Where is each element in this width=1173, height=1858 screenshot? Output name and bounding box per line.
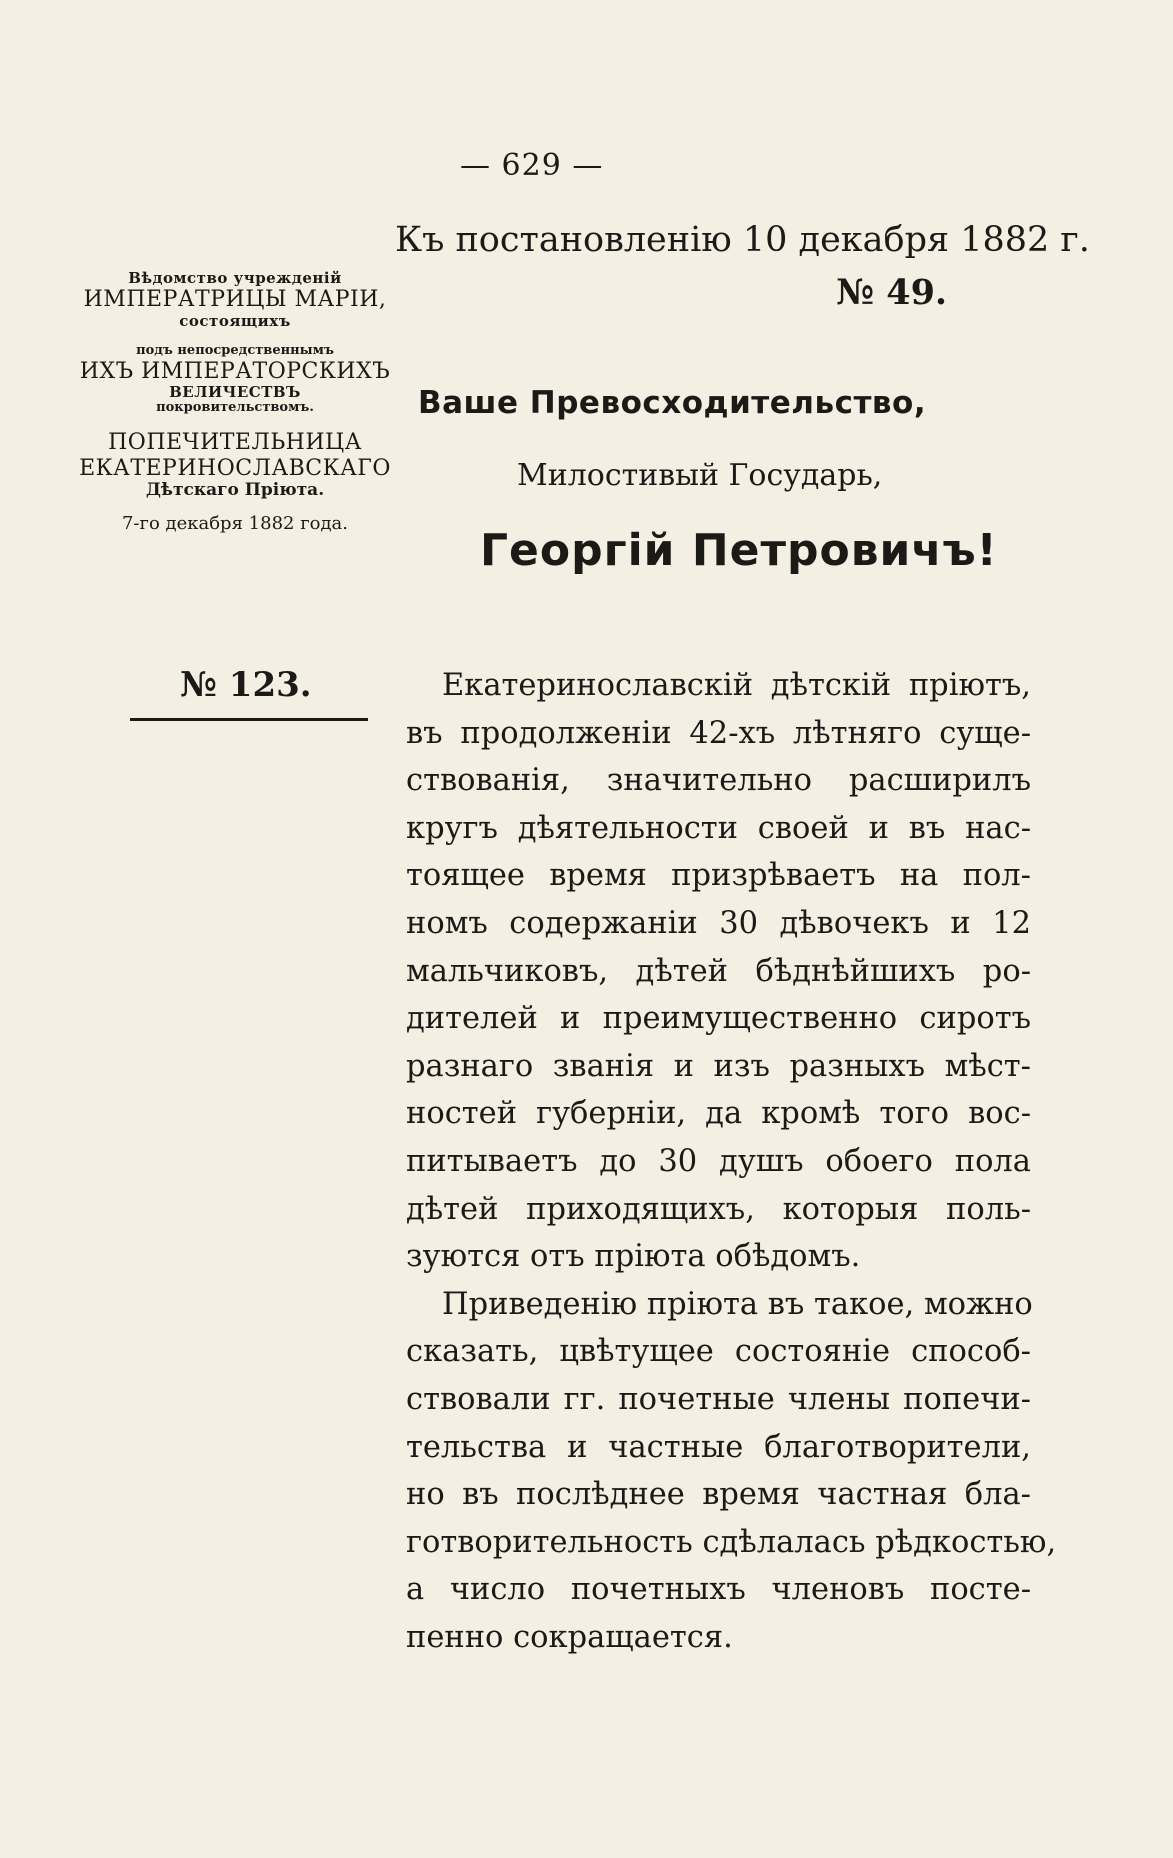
letterhead-line: ИХЪ ИМПЕРАТОРСКИХЪ xyxy=(79,358,391,384)
addressee-name: Георгій Петровичъ! xyxy=(480,525,998,576)
body-line: дѣтей приходящихъ, которыя поль- xyxy=(406,1191,1031,1227)
body-line: ностей губерніи, да кромѣ того вос- xyxy=(406,1096,1031,1132)
letterhead xyxy=(70,270,400,535)
document-number: № 49. xyxy=(836,272,948,313)
body-line: кругъ дѣятельности своей и въ нас- xyxy=(406,810,1031,846)
divider-rule xyxy=(130,718,368,721)
body-line: но въ послѣднее время частная бла- xyxy=(406,1477,1031,1513)
body-line: сказать, цвѣтущее состояніе способ- xyxy=(406,1334,1031,1370)
body-line: пенно сокращается. xyxy=(406,1619,733,1655)
outgoing-number: № 123. xyxy=(180,665,312,705)
body-line: Приведенію пріюта въ такое, можно xyxy=(442,1286,1033,1322)
letterhead-line: ВЕЛИЧЕСТВЪ xyxy=(169,383,301,402)
letterhead-line: покровительствомъ. xyxy=(156,400,314,416)
letterhead-line: состоящихъ xyxy=(179,311,291,330)
body-line: въ продолженіи 42-хъ лѣтняго суще- xyxy=(406,715,1031,751)
body-line: номъ содержаніи 30 дѣвочекъ и 12 xyxy=(406,905,1031,941)
letterhead-line: Вѣдомство учрежденій xyxy=(128,269,342,287)
body-line: ствованія, значительно расширилъ xyxy=(406,763,1031,799)
body-line: готворительность сдѣлалась рѣдкостью, xyxy=(406,1524,1057,1560)
body-line: ствовали гг. почетные члены попечи- xyxy=(406,1381,1031,1417)
body-line: тоящее время призрѣваетъ на пол- xyxy=(406,858,1031,894)
letterhead-line: подъ непосредственнымъ xyxy=(136,342,334,358)
page-number: — 629 — xyxy=(460,148,604,183)
body-line: дителей и преимущественно сиротъ xyxy=(406,1001,1031,1037)
salutation: Ваше Превосходительство, xyxy=(418,385,927,421)
body-line: разнаго званія и изъ разныхъ мѣст- xyxy=(406,1048,1031,1084)
body-line: питываетъ до 30 душъ обоего пола xyxy=(406,1143,1031,1179)
letter-body xyxy=(406,662,1057,1661)
resolution-reference: Къ постановленію 10 декабря 1882 г. xyxy=(395,220,1090,260)
letterhead-line: ПОПЕЧИТЕЛЬНИЦА xyxy=(108,430,362,456)
body-line: а число почетныхъ членовъ посте- xyxy=(406,1572,1031,1608)
body-line: мальчиковъ, дѣтей бѣднѣйшихъ ро- xyxy=(406,953,1031,989)
greeting: Милостивый Государь, xyxy=(517,458,883,493)
letterhead-line: ИМПЕРАТРИЦЫ МАРІИ, xyxy=(83,287,387,313)
body-line: тельства и частные благотворители, xyxy=(406,1429,1031,1465)
body-line: Екатеринославскій дѣтскій пріютъ, xyxy=(442,668,1031,703)
letterhead-line: Дѣтскаго Пріюта. xyxy=(145,479,325,500)
letterhead-line: ЕКАТЕРИНОСЛАВСКАГО xyxy=(79,455,391,481)
letterhead-date: 7-го декабря 1882 года. xyxy=(121,513,348,535)
body-line: зуются отъ пріюта обѣдомъ. xyxy=(406,1239,861,1275)
